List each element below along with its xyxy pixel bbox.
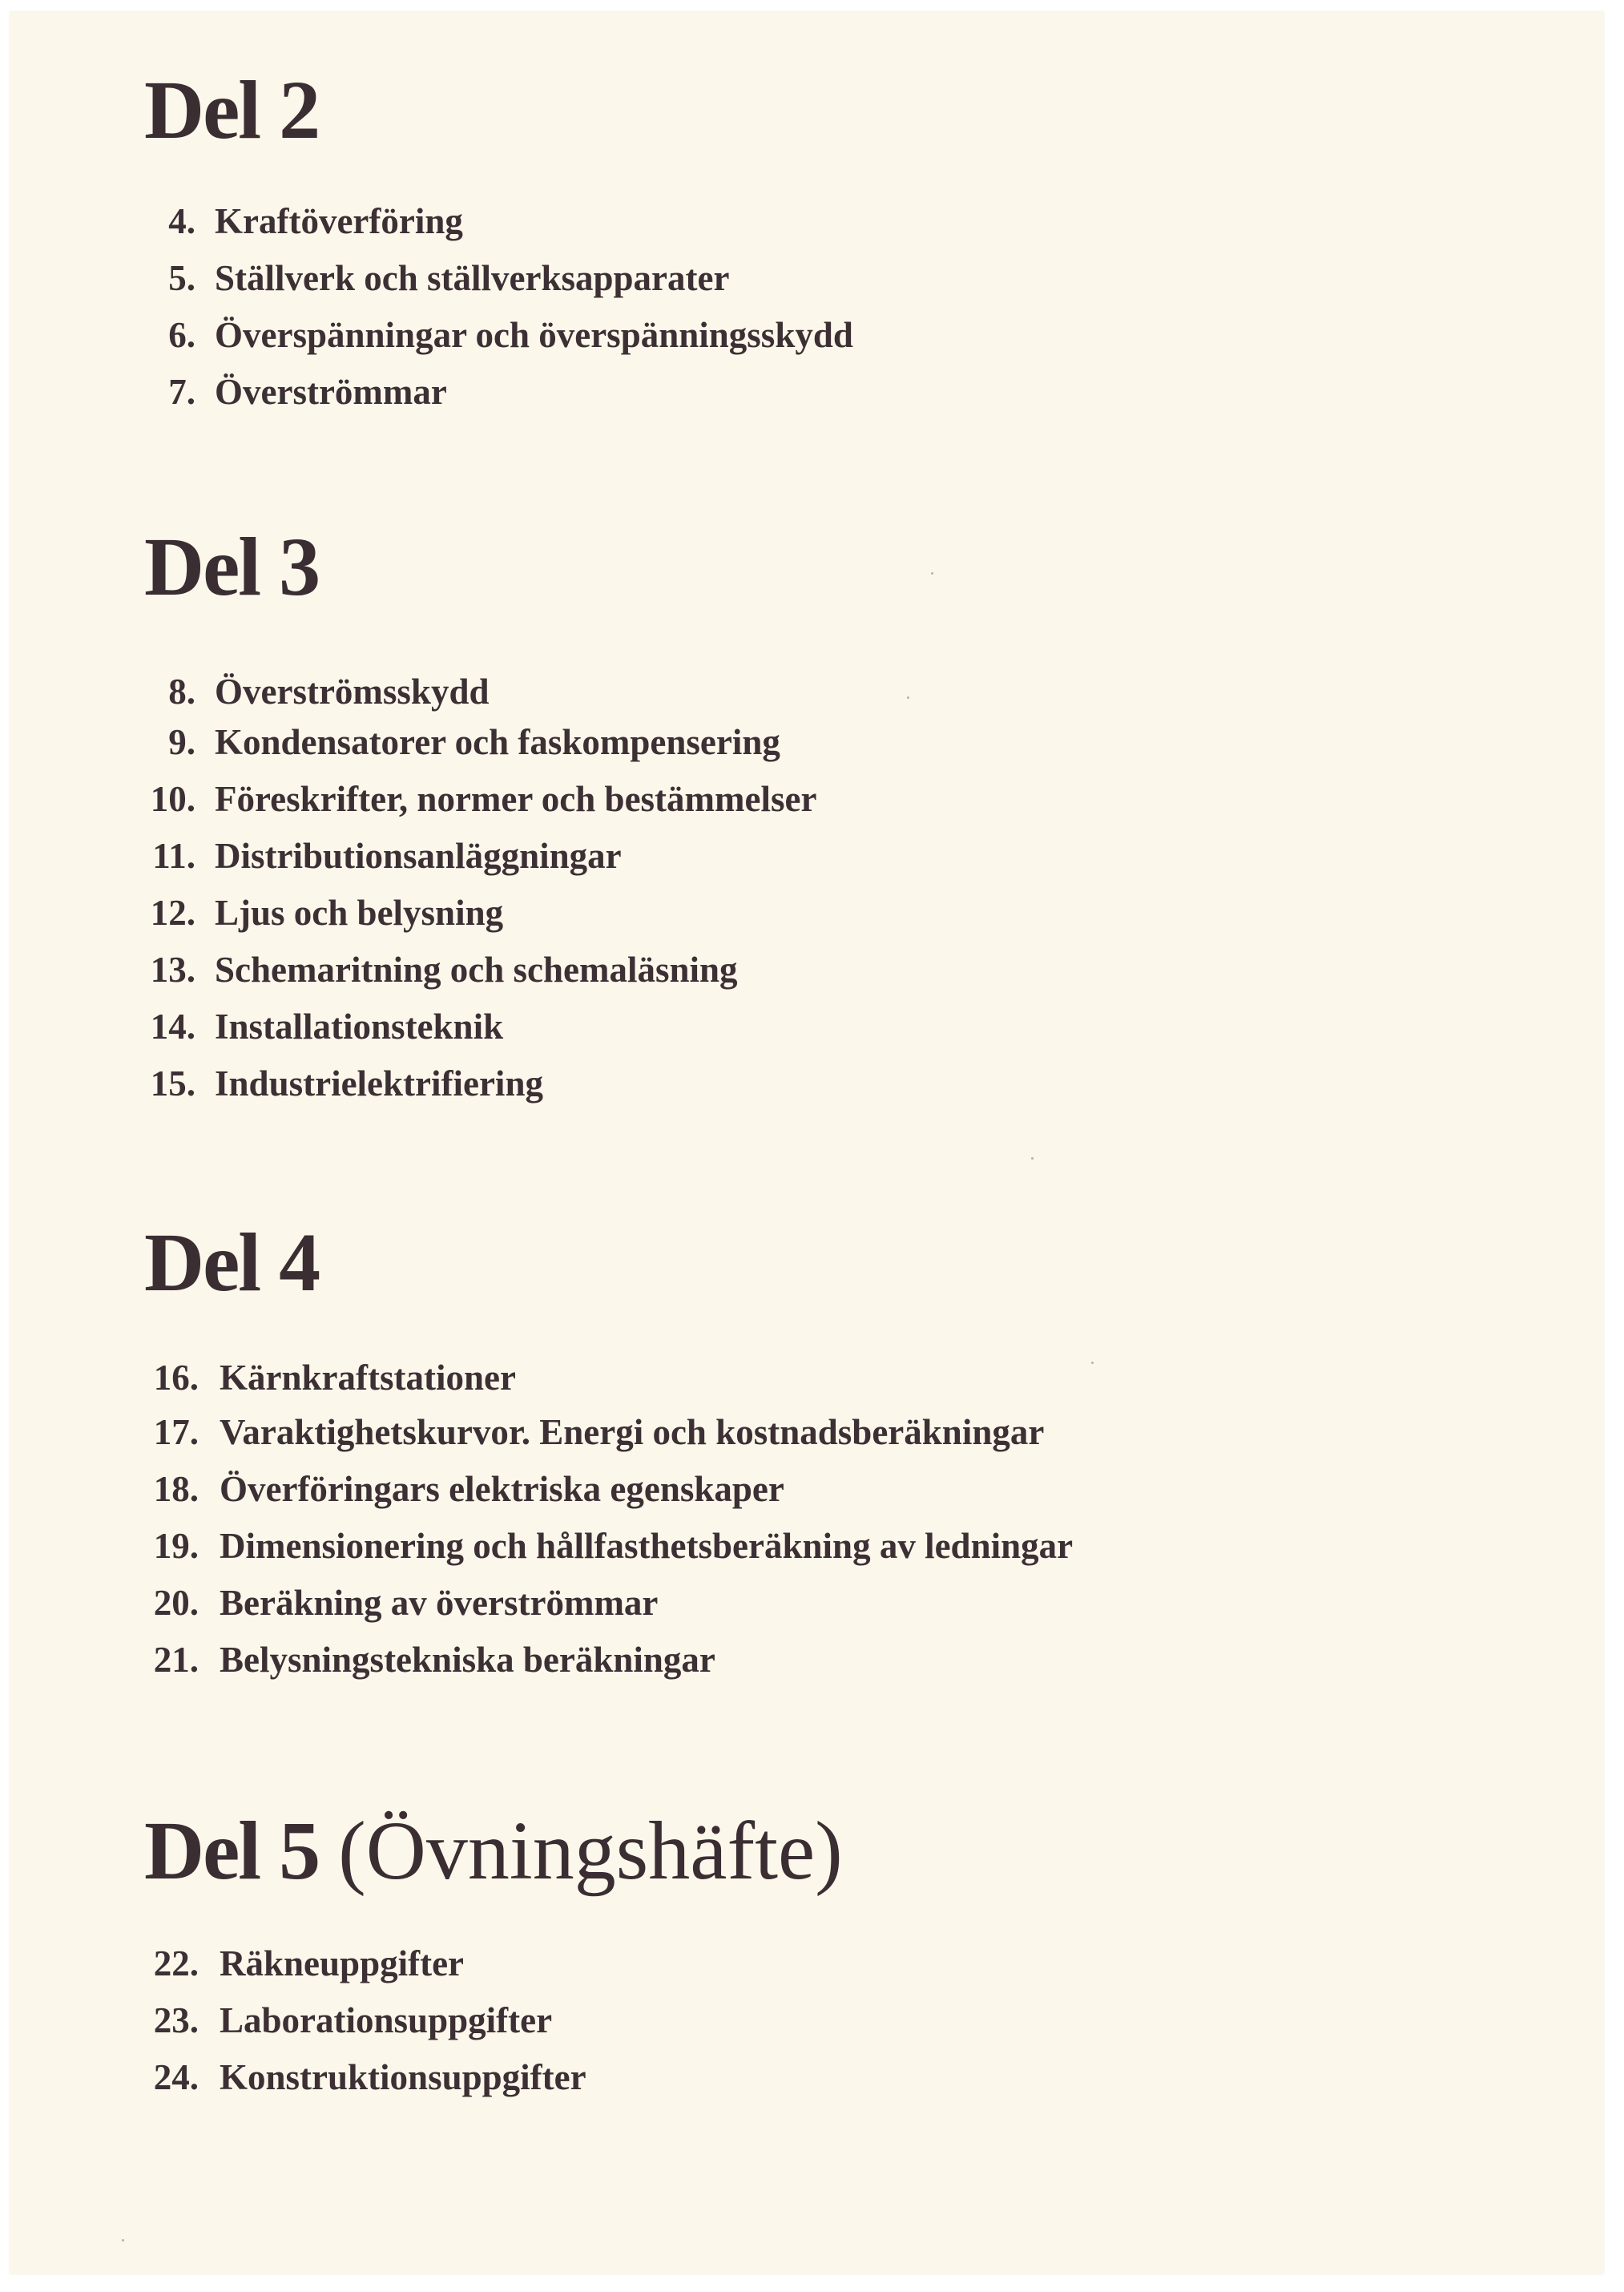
item-text: Schemaritning och schemaläsning (215, 950, 738, 990)
item-number: 8. (168, 672, 195, 712)
paper-speck (1091, 1362, 1094, 1364)
item-text: Distributionsanläggningar (215, 836, 622, 876)
item-number: 11. (152, 836, 195, 876)
item-text: Dimensionering och hållfasthetsberäkning av ledningar (220, 1526, 1074, 1566)
paper-speck (907, 696, 909, 699)
item-text: Ställverk och ställverksapparater (215, 258, 730, 298)
document-page (10, 11, 1604, 2274)
section-heading (144, 1805, 843, 1897)
item-text: Räkneuppgifter (220, 1943, 465, 1983)
item-number: 5. (168, 258, 195, 298)
item-text: Överströmsskydd (215, 672, 490, 712)
paper-speck (1031, 1157, 1034, 1160)
item-number: 19. (153, 1526, 199, 1566)
item-number: 16. (153, 1358, 199, 1398)
item-text: Installationsteknik (215, 1007, 504, 1047)
section-heading: Del 2 (144, 64, 320, 156)
item-number: 15. (150, 1063, 195, 1104)
item-number: 13. (150, 950, 195, 990)
item-number: 24. (153, 2057, 199, 2097)
item-number: 17. (153, 1412, 199, 1452)
item-number: 4. (168, 201, 195, 241)
item-number: 23. (153, 2000, 199, 2040)
item-number: 18. (153, 1469, 199, 1509)
item-number: 7. (168, 372, 195, 412)
item-text: Kraftöverföring (215, 201, 463, 241)
item-text: Konstruktionsuppgifter (220, 2057, 586, 2097)
paper-speck (122, 2239, 124, 2242)
item-number: 21. (153, 1640, 199, 1680)
item-text: Kondensatorer och faskompensering (215, 722, 780, 762)
section-heading-title: Del 5 (144, 1805, 320, 1897)
item-number: 10. (150, 779, 195, 819)
item-text: Kärnkraftstationer (220, 1358, 516, 1398)
item-text: Ljus och belysning (215, 893, 504, 933)
item-text: Industrielektrifiering (215, 1063, 543, 1104)
item-number: 22. (153, 1943, 199, 1983)
item-number: 9. (168, 722, 195, 762)
item-text: Överföringars elektriska egenskaper (220, 1469, 784, 1509)
item-number: 14. (150, 1007, 195, 1047)
item-text: Överströmmar (215, 372, 447, 412)
item-number: 20. (153, 1583, 199, 1623)
section-heading-subtitle: (Övningshäfte) (338, 1805, 843, 1897)
item-text: Varaktighetskurvor. Energi och kostnadsberäkningar (220, 1412, 1045, 1452)
item-text: Beräkning av överströmmar (220, 1583, 659, 1623)
section-heading: Del 3 (144, 521, 320, 613)
item-text: Belysningstekniska beräkningar (220, 1640, 715, 1680)
item-text: Föreskrifter, normer och bestämmelser (215, 779, 817, 819)
item-text: Laborationsuppgifter (220, 2000, 553, 2040)
item-number: 6. (168, 315, 195, 355)
item-text: Överspänningar och överspänningsskydd (215, 315, 853, 355)
section-heading: Del 4 (144, 1217, 320, 1309)
paper-speck (931, 572, 933, 575)
item-number: 12. (150, 893, 195, 933)
